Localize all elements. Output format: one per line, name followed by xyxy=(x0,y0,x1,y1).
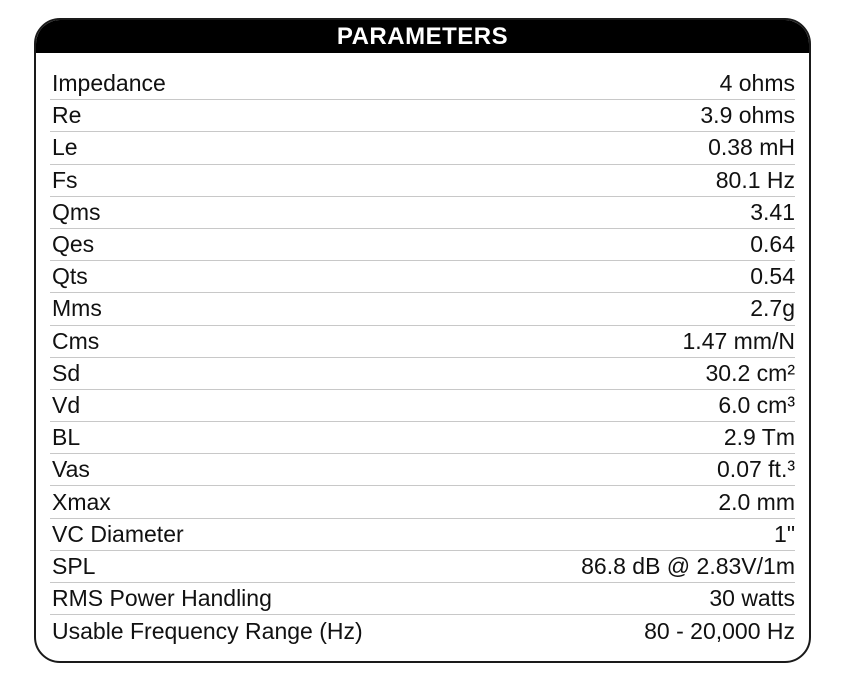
parameter-value: 80.1 Hz xyxy=(715,166,795,193)
parameter-value: 1.47 mm/N xyxy=(682,327,795,354)
parameter-value: 0.54 xyxy=(750,263,795,290)
parameter-row-rms-power-handling xyxy=(50,583,795,615)
parameter-label: VC Diameter xyxy=(52,520,184,547)
parameter-label: RMS Power Handling xyxy=(52,585,272,612)
parameter-value: 0.64 xyxy=(750,231,795,258)
parameter-label: Qms xyxy=(52,198,101,225)
parameter-value: 3.9 ohms xyxy=(700,102,795,129)
parameter-label: Qes xyxy=(52,231,95,258)
parameters-header xyxy=(36,20,809,53)
parameter-row-vas xyxy=(50,454,795,486)
parameter-label: Sd xyxy=(52,359,81,386)
parameter-value: 86.8 dB @ 2.83V/1m xyxy=(581,552,795,579)
parameter-value: 80 - 20,000 Hz xyxy=(644,617,795,644)
parameter-row-vd xyxy=(50,390,795,422)
parameter-value: 30 watts xyxy=(709,585,795,612)
parameter-row-qes xyxy=(50,229,795,261)
parameter-label: Usable Frequency Range (Hz) xyxy=(52,617,363,644)
parameter-value: 0.38 mH xyxy=(708,134,795,161)
parameter-row-fs xyxy=(50,165,795,197)
parameter-row-bl xyxy=(50,422,795,454)
parameter-label: BL xyxy=(52,424,81,451)
parameter-label: Re xyxy=(52,102,82,129)
parameter-value: 2.9 Tm xyxy=(723,424,795,451)
parameter-label: Vas xyxy=(52,456,90,483)
parameter-label: Cms xyxy=(52,327,100,354)
parameter-value: 3.41 xyxy=(750,198,795,225)
parameter-value: 0.07 ft.³ xyxy=(717,456,795,483)
parameter-value: 6.0 cm³ xyxy=(718,391,795,418)
parameter-row-impedance xyxy=(50,68,795,100)
parameter-label: Fs xyxy=(52,166,78,193)
parameter-value: 2.0 mm xyxy=(718,488,795,515)
parameter-row-re xyxy=(50,100,795,132)
parameter-value: 1" xyxy=(774,520,795,547)
parameter-label: Mms xyxy=(52,295,102,322)
parameter-row-cms xyxy=(50,326,795,358)
parameter-row-vc-diameter xyxy=(50,519,795,551)
parameter-label: Qts xyxy=(52,263,88,290)
parameter-label: Vd xyxy=(52,391,81,418)
parameters-title: PARAMETERS xyxy=(336,22,509,50)
parameter-label: Impedance xyxy=(52,70,166,97)
parameter-row-mms xyxy=(50,293,795,325)
parameter-row-usable-frequency-range xyxy=(50,615,795,647)
parameter-label: Le xyxy=(52,134,78,161)
parameter-label: Xmax xyxy=(52,488,111,515)
parameter-label: SPL xyxy=(52,552,96,579)
parameter-value: 4 ohms xyxy=(719,70,795,97)
parameter-row-xmax xyxy=(50,486,795,518)
parameter-row-le xyxy=(50,132,795,164)
parameter-row-spl xyxy=(50,551,795,583)
parameter-value: 2.7g xyxy=(750,295,795,322)
parameter-value: 30.2 cm² xyxy=(705,359,795,386)
parameter-row-qts xyxy=(50,261,795,293)
parameters-panel xyxy=(34,18,811,663)
parameter-row-sd xyxy=(50,358,795,390)
parameter-row-qms xyxy=(50,197,795,229)
parameters-table xyxy=(50,68,795,647)
